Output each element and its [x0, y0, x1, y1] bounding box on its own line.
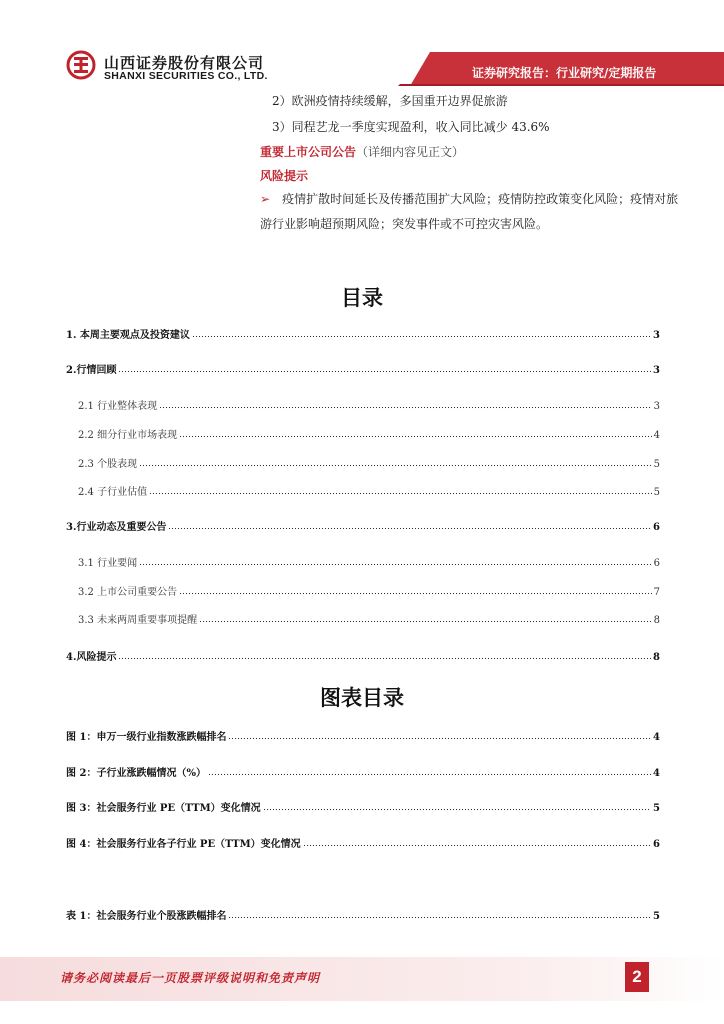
toc-entry[interactable]: 4.风险提示 8 [66, 652, 660, 663]
dot-leader [208, 773, 651, 776]
announcement-title: 重要上市公司公告 [260, 145, 357, 159]
dot-leader [179, 592, 652, 595]
toc-entry[interactable]: 2.3 个股表现 5 [78, 459, 660, 470]
toc-entry[interactable]: 3.1 行业要闻 6 [78, 558, 660, 569]
toc-entry[interactable]: 1. 本周主要观点及投资建议 3 [66, 330, 660, 341]
dot-leader [199, 620, 652, 623]
dot-leader [192, 335, 651, 338]
dot-leader [228, 916, 651, 919]
footer-disclaimer: 请务必阅读最后一页股票评级说明和免责声明 [60, 971, 321, 985]
toc-entry[interactable]: 3.2 上市公司重要公告 7 [78, 587, 660, 598]
page-number: 2 [625, 962, 649, 992]
dot-leader [118, 657, 651, 660]
report-type-label: 证券研究报告：行业研究/定期报告 [472, 66, 657, 80]
toc-entry[interactable]: 2.2 细分行业市场表现 4 [78, 430, 660, 441]
page-header [0, 0, 724, 90]
figure-entry[interactable]: 图 1：申万一级行业指数涨跌幅排名 4 [66, 732, 660, 743]
toc-entry[interactable]: 2.1 行业整体表现 3 [78, 401, 660, 412]
figure-entry[interactable]: 图 4：社会服务行业各子行业 PE（TTM）变化情况 6 [66, 839, 660, 850]
summary-line-3: 3）同程艺龙一季度实现盈利，收入同比减少 43.6% [272, 120, 550, 134]
figure-entry[interactable]: 图 3：社会服务行业 PE（TTM）变化情况 5 [66, 803, 660, 814]
dot-leader [139, 464, 652, 467]
toc-entry[interactable]: 3.3 未来两周重要事项提醒 8 [78, 615, 660, 626]
dot-leader [303, 844, 651, 847]
figures-toc-title: 图表目录 [320, 686, 404, 710]
company-name-cn: 山西证券股份有限公司 [104, 54, 265, 72]
risk-text: 疫情扩散时间延长及传播范围扩大风险；疫情防控政策变化风险；疫情对旅游行业影响超预期风险；突发事件或不可控灾害风险。 [260, 192, 679, 231]
toc-entry[interactable]: 2.4 子行业估值 5 [78, 487, 660, 498]
risk-paragraph [260, 187, 686, 237]
toc-entry[interactable]: 2.行情回顾 3 [66, 365, 660, 376]
dot-leader [179, 435, 652, 438]
figure-entry[interactable]: 表 1：社会服务行业个股涨跌幅排名 5 [66, 911, 660, 922]
arrow-bullet-icon: ➢ [260, 192, 271, 206]
announcement-note: （详细内容见正文） [356, 145, 465, 159]
dot-leader [263, 808, 651, 811]
toc-entry[interactable]: 3.行业动态及重要公告 6 [66, 522, 660, 533]
dot-leader [228, 737, 651, 740]
dot-leader [139, 563, 652, 566]
dot-leader [149, 492, 652, 495]
risk-title: 风险提示 [260, 169, 309, 183]
company-name-en: SHANXI SECURITIES CO., LTD. [104, 70, 268, 82]
dot-leader [168, 527, 651, 530]
dot-leader [159, 406, 652, 409]
toc-title: 目录 [341, 286, 383, 310]
dot-leader [118, 370, 651, 373]
company-logo-icon [66, 50, 96, 80]
announcement-heading [260, 143, 464, 160]
figure-entry[interactable]: 图 2：子行业涨跌幅情况（%） 4 [66, 768, 660, 779]
summary-line-2: 2）欧洲疫情持续缓解，多国重开边界促旅游 [272, 94, 508, 108]
